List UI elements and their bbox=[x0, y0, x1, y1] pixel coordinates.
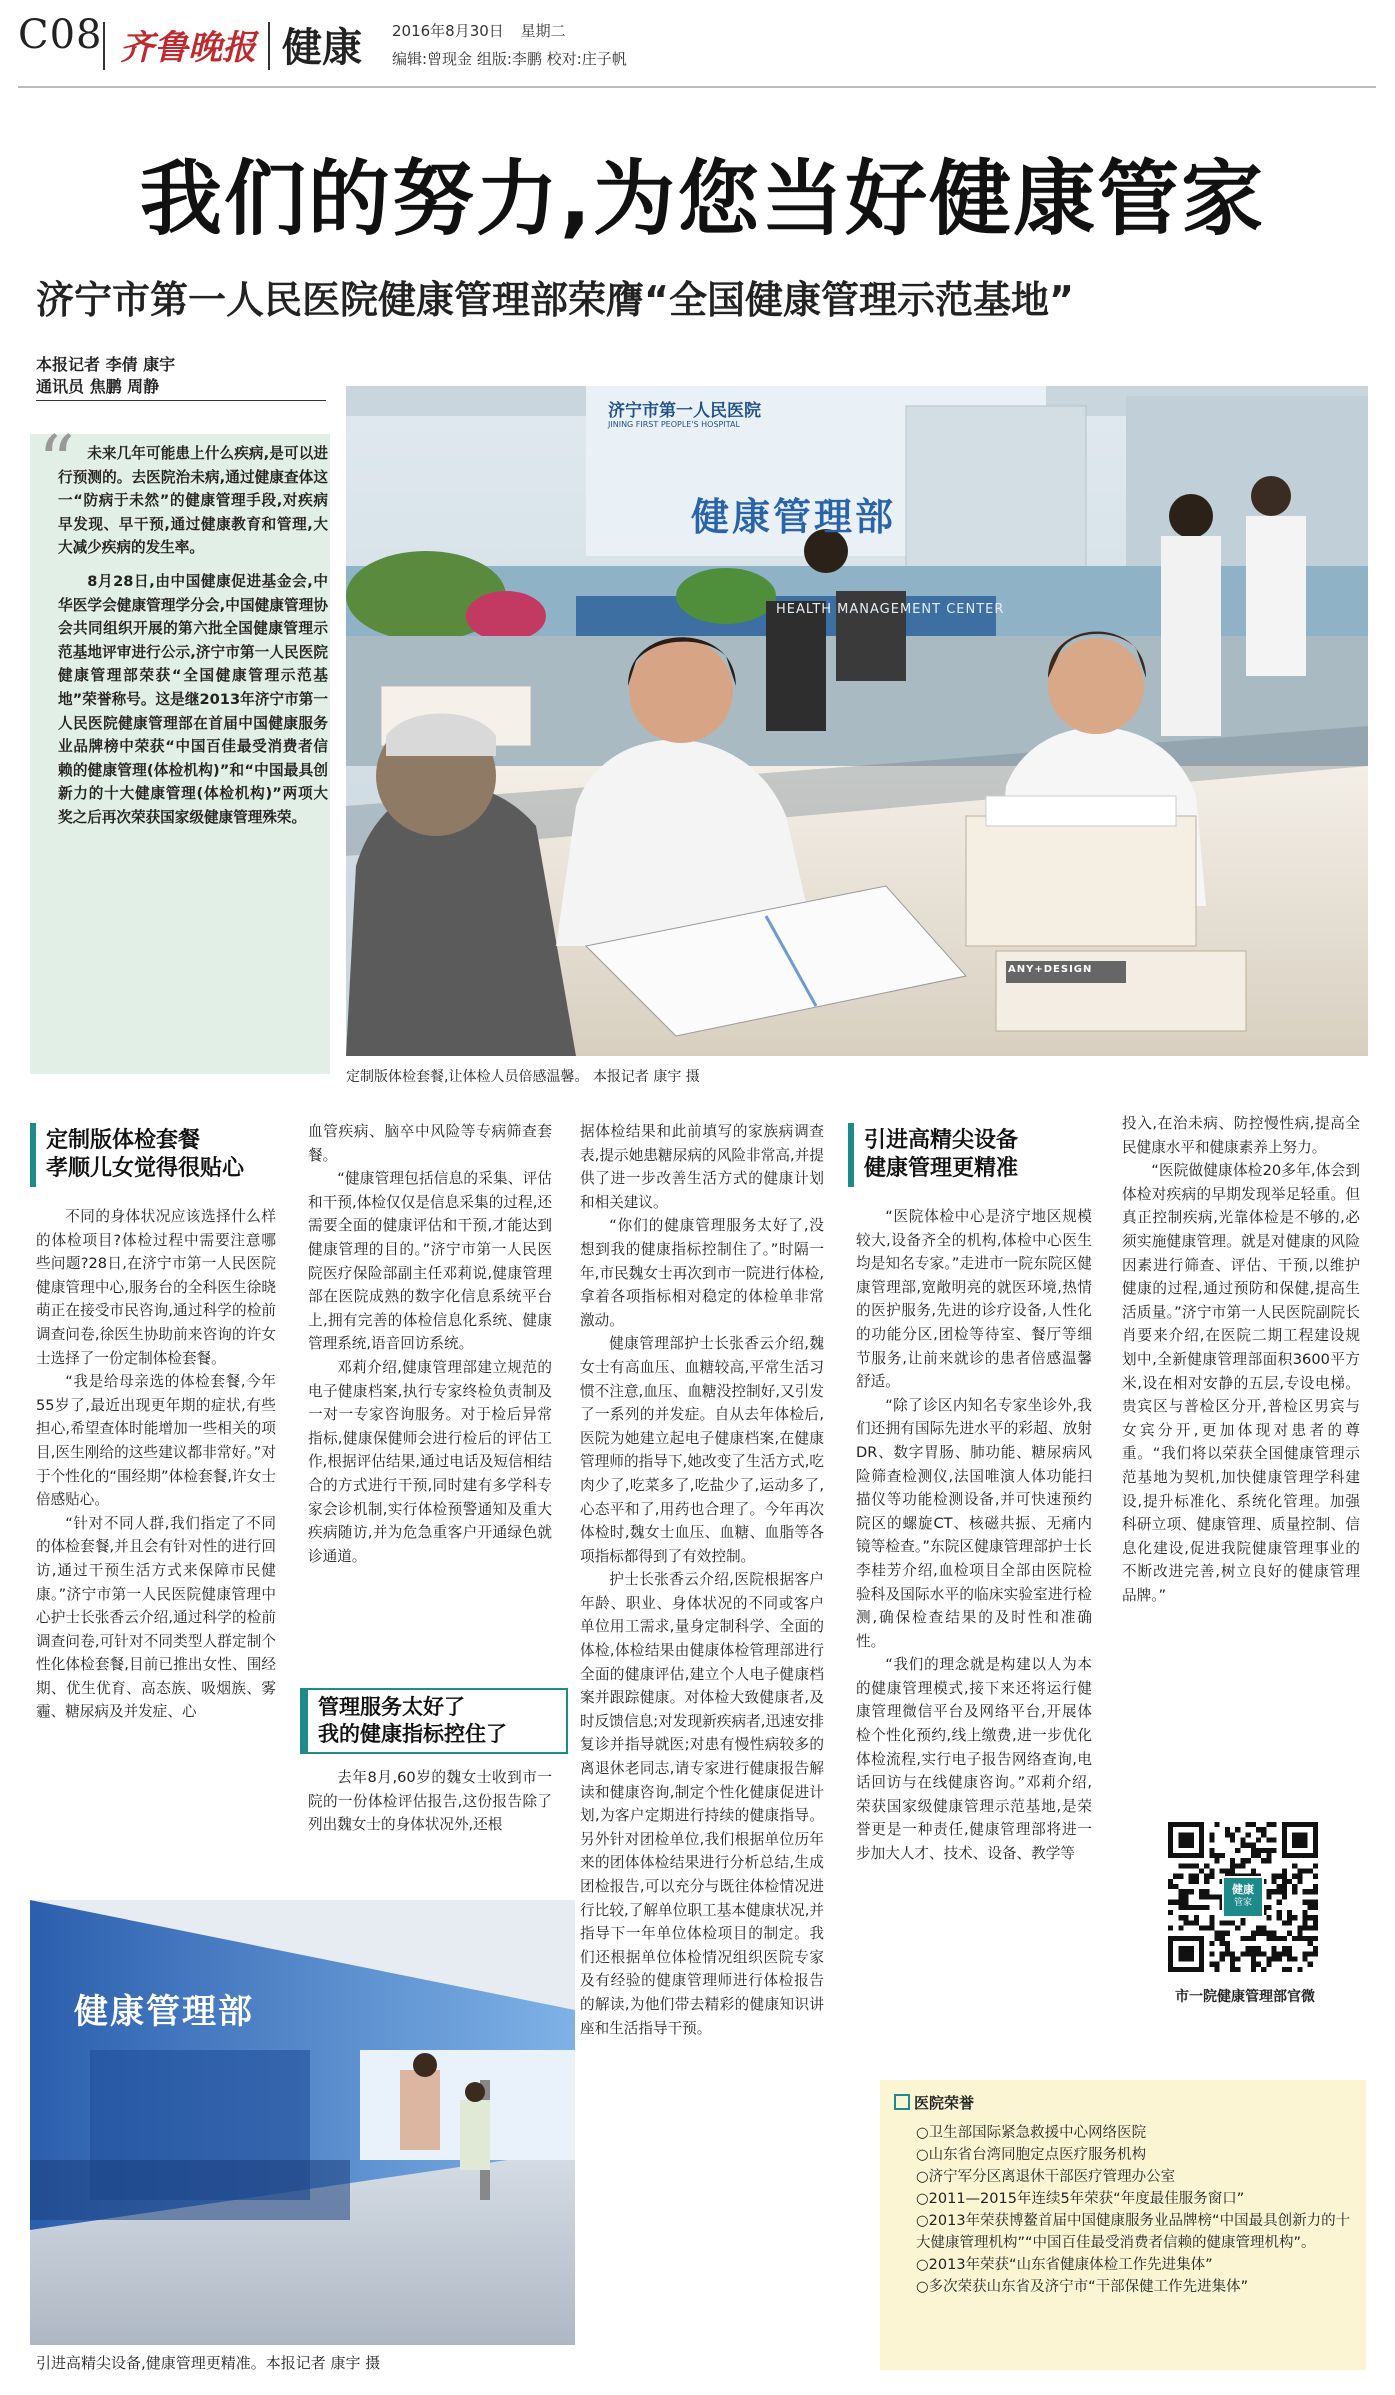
lead-box bbox=[30, 420, 330, 1074]
article-paragraph: “健康管理包括信息的采集、评估和干预,体检仅仅是信息采集的过程,还需要全面的健康评估和干预,才能达到健康管理的目的。”济宁市第一人民医院医疗保险部副主任邓莉说,健康管理部在医院成熟的数字化信息系统平台上,拥有完善的体检信息化系统、健康管理系统,语音回访系统。 bbox=[308, 1170, 552, 1353]
section-heading-custom-package bbox=[30, 1123, 318, 1187]
byline bbox=[36, 354, 326, 401]
bottom-photo bbox=[30, 1900, 575, 2345]
honor-item: ○卫生部国际紧急救援中心网络医院 bbox=[916, 2125, 1147, 2141]
honors-box bbox=[880, 2080, 1366, 2370]
article-column-4 bbox=[856, 1205, 1092, 1866]
lead-paragraph: 8月28日,由中国健康促进基金会,中华医学会健康管理学分会,中国健康管理协会共同组织开展的第六批全国健康管理示范基地评审进行公示,济宁市第一人民医院健康管理部荣获“全国健康管理示范基地”荣誉称号。这是继2013年济宁市第一人民医院健康管理部在首届中国健康服务业品牌榜中荣获“中国百佳最受消费者信赖的健康管理(体检机构)”和“中国最具创新力的十大健康管理(体检机构)”两项大奖之后再次荣获国家级健康管理殊荣。 bbox=[58, 572, 328, 826]
qr-caption: 市一院健康管理部官微 bbox=[1175, 1989, 1315, 2005]
article-paragraph: “我是给母亲选的体检套餐,今年55岁了,最近出现更年期的症状,有些担心,希望查体时能增加一些相关的项目,医生刚给的这些建议都非常好。”对于个性化的“围经期”体检套餐,许女士倍感贴心。 bbox=[36, 1373, 276, 1509]
article-column-1 bbox=[36, 1205, 276, 1724]
page-number: C08 bbox=[18, 12, 103, 58]
editor-credits: 编辑:曾现金 组版:李鹏 校对:庄子帆 bbox=[392, 50, 627, 68]
section-heading-service bbox=[300, 1688, 568, 1754]
subheadline: 济宁市第一人民医院健康管理部荣膺“全国健康管理示范基地” bbox=[36, 278, 1074, 322]
article-paragraph: 不同的身体状况应该选择什么样的体检项目?体检过程中需要注意哪些问题?28日,在济宁市第一人民医院健康管理中心,服务台的全科医生徐晓萌正在接受市民咨询,通过科学的检前调查问卷,徐医生协助前来咨询的许女士选择了一份定制体检套餐。 bbox=[36, 1208, 276, 1367]
issue-date bbox=[392, 20, 566, 41]
article-paragraph: 邓莉介绍,健康管理部建立规范的电子健康档案,执行专家终检负责制及一对一专家咨询服务。对于检后异常指标,健康保健师会进行检后的评估工作,根据评估结果,通过电话及短信相结合的方式进行干预,同时建有多学科专家会诊机制,实行体检预警通知及重大疾病随访,并为危急重客户开通绿色就诊通道。 bbox=[308, 1358, 552, 1565]
article-paragraph: “医院体检中心是济宁地区规模较大,设备齐全的机构,体检中心医生均是知名专家。”走进市一院东院区健康管理部,宽敞明亮的就医环境,热情的医护服务,先进的诊疗设备,人性化的功能分区,团检等待室、餐厅等细节服务,让前来就诊的患者倍感温馨舒适。 bbox=[856, 1208, 1092, 1391]
article-paragraph: “我们的理念就是构建以人为本的健康管理模式,接下来还将运行健康管理微信平台及网络平台,开展体检个性化预约,线上缴费,进一步优化体检流程,实行电子报告网络查询,电话回访与在线健康咨询。”邓莉介绍,荣获国家级健康管理示范基地,是荣誉更是一种责任,健康管理部将进一步加大人才、技术、设备、教学等 bbox=[856, 1656, 1092, 1863]
section-heading-line: 管理服务太好了 bbox=[318, 1695, 465, 1719]
article-column-3 bbox=[580, 1120, 824, 2040]
article-column-2 bbox=[308, 1120, 552, 1568]
article-column-5 bbox=[1122, 1112, 1360, 1607]
bottom-photo-sign: 健康管理部 bbox=[74, 1992, 254, 2032]
article-paragraph: 投入,在治未病、防控慢性病,提高全民健康水平和健康素养上努力。 bbox=[1122, 1115, 1360, 1156]
lead-text bbox=[58, 442, 328, 830]
masthead-divider bbox=[268, 22, 270, 70]
masthead-divider bbox=[103, 22, 105, 70]
quote-mark: “ bbox=[38, 420, 75, 504]
date-text: 2016年8月30日 bbox=[392, 22, 504, 40]
main-photo bbox=[346, 386, 1368, 1056]
bottom-photo-illustration bbox=[30, 1900, 575, 2345]
honor-item: ○山东省台湾同胞定点医疗服务机构 bbox=[916, 2147, 1147, 2163]
article-paragraph: 护士长张香云介绍,医院根据客户年龄、职业、身体状况的不同或客户单位用工需求,量身定制科学、全面的体检,体检结果由健康体检管理部进行全面的健康评估,建立个人电子健康档案并跟踪健康。对体检大致健康者,及时反馈信息;对发现新疾病者,迅速安排复诊并指导就医;对患有慢性病较多的离退休老同志,请专家进行健康报告解读和健康咨询,制定个性化健康促进计划,为客户定期进行持续的健康指导。另外针对团检单位,我们根据单位历年来的团体体检结果进行分析总结,生成团检报告,可以充分与既往体检情况进行比较,了解单位职工基本健康状况,并指导下一年单位体检项目的制定。我们还根据单位体检情况组织医院专家及有经验的健康管理师进行体检报告的解读,为他们带去精彩的健康知识讲座和生活指导干预。 bbox=[580, 1571, 824, 2037]
honors-title: 医院荣誉 bbox=[914, 2094, 975, 2112]
article-paragraph: 健康管理部护士长张香云介绍,魏女士有高血压、血糖较高,平常生活习惯不注意,血压、血糖没控制好,又引发了一系列的并发症。自从去年体检后,医院为她建立起电子健康档案,在健康管理师的指导下,她改变了生活方式,吃肉少了,吃菜多了,吃盐少了,运动多了,心态平和了,用药也合理了。今年再次体检时,魏女士血压、血糖、血脂等各项指标都得到了有效控制。 bbox=[580, 1335, 824, 1565]
honor-item: ○济宁军分区离退休干部医疗管理办公室 bbox=[916, 2169, 1176, 2185]
sign-center: HEALTH MANAGEMENT CENTER bbox=[776, 602, 1005, 617]
article-paragraph: 据体检结果和此前填写的家族病调查表,提示她患糖尿病的风险非常高,并提供了进一步改善生活方式的健康计划和相关建议。 bbox=[580, 1123, 824, 1211]
bottom-photo-caption: 引进高精尖设备,健康管理更精准。本报记者 康宇 摄 bbox=[36, 2354, 381, 2372]
honors-title-marker bbox=[894, 2094, 910, 2110]
qr-badge bbox=[1222, 1876, 1264, 1918]
article-paragraph: 去年8月,60岁的魏女士收到市一院的一份体检评估报告,这份报告除了列出魏女士的身体状况外,还根 bbox=[308, 1769, 552, 1834]
article-paragraph: 血管疾病、脑卒中风险等专病筛查套餐。 bbox=[308, 1123, 552, 1164]
section-heading-line: 定制版体检套餐 bbox=[46, 1128, 201, 1153]
honor-item: ○多次荣获山东省及济宁市“干部保健工作先进集体” bbox=[916, 2279, 1249, 2295]
section-heading-line: 引进高精尖设备 bbox=[864, 1128, 1019, 1153]
section-heading-line: 健康管理更精准 bbox=[864, 1156, 1019, 1181]
article-paragraph: “除了诊区内知名专家坐诊外,我们还拥有国际先进水平的彩超、放射DR、数字胃肠、肺功能、糖尿病风险筛查检测仪,法国唯演人体功能扫描仪等功能检测设备,并可快速预约院区的螺旋CT、核磁共振、无痛内镜等检查。”东院区健康管理部护士长李桂芳介绍,血检项目全部由医院检验科及国际水平的临床实验室进行检测,确保检查结果的及时性和准确性。 bbox=[856, 1396, 1092, 1650]
headline: 我们的努力,为您当好健康管家 bbox=[139, 152, 1266, 247]
main-photo-caption: 定制版体检套餐,让体检人员倍感温馨。 本报记者 康宇 摄 bbox=[346, 1069, 700, 1085]
honor-item: ○2011—2015年连续5年荣获“年度最佳服务窗口” bbox=[916, 2191, 1245, 2207]
box-label: ANY+DESIGN bbox=[1008, 964, 1093, 975]
byline-correspondents: 通讯员 焦鹏 周静 bbox=[36, 376, 326, 401]
paper-logo: 齐鲁晚报 bbox=[120, 28, 256, 68]
sign-hospital: 济宁市第一人民医院 bbox=[608, 401, 761, 421]
qr-badge-text: 健康 bbox=[1232, 1883, 1254, 1896]
masthead bbox=[0, 0, 1395, 100]
qr-badge-sub: 管家 bbox=[1233, 1898, 1252, 1908]
article-paragraph: “针对不同人群,我们指定了不同的体检套餐,并且会有针对性的进行回访,通过干预生活方式来保障市民健康。”济宁市第一人民医院健康管理中心护士长张香云介绍,通过科学的检前调查问卷,可针对不同类型人群定制个性化体检套餐,目前已推出女性、围经期、优生优育、高态族、吸烟族、雾霾、糖尿病及并发症、心 bbox=[36, 1514, 276, 1721]
lead-paragraph: 未来几年可能患上什么疾病,是可以进行预测的。去医院治未病,通过健康查体这一“防病于未然”的健康管理手段,对疾病早发现、早干预,通过健康教育和管理,大大减少疾病的发生率。 bbox=[58, 445, 328, 557]
qr-code[interactable] bbox=[1168, 1822, 1318, 1972]
weekday-text: 星期二 bbox=[520, 22, 566, 40]
section-name: 健康 bbox=[282, 25, 362, 71]
section-heading-line: 孝顺儿女觉得很贴心 bbox=[46, 1156, 245, 1181]
article-column-2-continued bbox=[308, 1766, 552, 1837]
article-paragraph: “医院做健康体检20多年,体会到体检对疾病的早期发现举足轻重。但真正控制疾病,光靠体检是不够的,必须实施健康管理。就是对健康的风险因素进行筛查、评估、干预,以维护健康的过程,通过预防和保健,提高生活质量。”济宁市第一人民医院副院长肖要来介绍,在医院二期工程建设规划中,全新健康管理部面积3600平方米,设在相对安静的五层,专设电梯。贵宾区与普检区分开,普检区男宾与女宾分开,更加体现对患者的尊重。“我们将以荣获全国健康管理示范基地为契机,加快健康管理学科建设,提升标准化、系统化管理。加强科研立项、健康管理、质量控制、信息化建设,促进我院健康管理事业的不断改进完善,树立良好的健康管理品牌。” bbox=[1122, 1162, 1360, 1604]
honors-title-bar bbox=[894, 2092, 974, 2113]
honor-item: ○2013年荣获“山东省健康体检工作先进集体” bbox=[916, 2257, 1213, 2273]
honor-item: ○2013年荣获博鳌首届中国健康服务业品牌榜“中国最具创新力的十大健康管理机构”“中国百佳最受消费者信赖的健康管理机构”。 bbox=[916, 2213, 1351, 2251]
masthead-rule bbox=[18, 86, 1376, 88]
byline-reporters: 本报记者 李倩 康宇 bbox=[36, 355, 176, 374]
sign-department: 健康管理部 bbox=[691, 495, 897, 539]
article-paragraph: “你们的健康管理服务太好了,没想到我的健康指标控制住了。”时隔一年,市民魏女士再次到市一院进行体检,拿着各项指标相对稳定的体检单非常激动。 bbox=[580, 1217, 824, 1329]
section-heading-line: 我的健康指标控住了 bbox=[318, 1722, 507, 1746]
sign-hospital-en: JINING FIRST PEOPLE'S HOSPITAL bbox=[608, 420, 740, 429]
honors-list bbox=[916, 2122, 1356, 2298]
section-heading-equipment bbox=[848, 1123, 1104, 1187]
